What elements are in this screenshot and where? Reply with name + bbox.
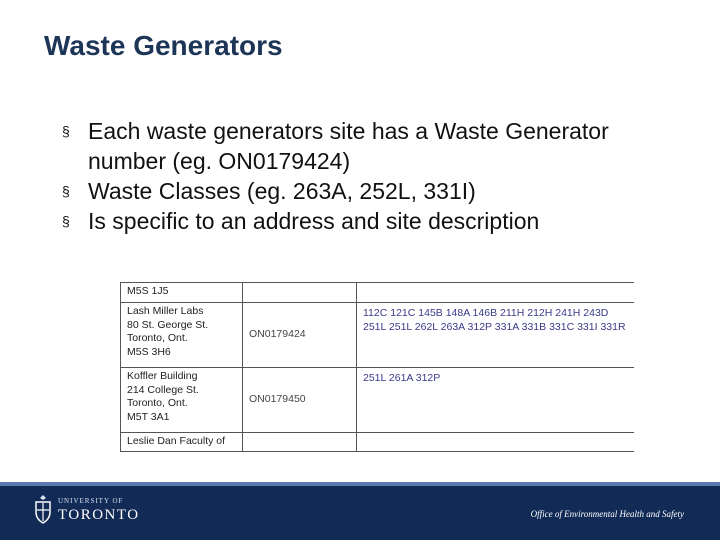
- bullet-icon: §: [62, 213, 70, 229]
- address-cell: M5S 1J5: [121, 283, 243, 303]
- address-cell: Koffler Building 214 College St. Toronto, Ont. M5T 3A1: [121, 368, 243, 433]
- table-row: [121, 433, 635, 452]
- bullet-icon: §: [62, 123, 70, 139]
- address-cell: Lash Miller Labs 80 St. George St. Toronto, Ont. M5S 3H6: [121, 303, 243, 368]
- waste-classes-cell: 251L 261A 312P: [357, 368, 635, 433]
- table-row: [121, 283, 635, 303]
- bullet-item: [62, 206, 682, 236]
- university-logo: [34, 494, 164, 530]
- bullet-list: [62, 116, 682, 236]
- slide-title: Waste Generators: [44, 30, 283, 61]
- waste-generator-table: [120, 282, 634, 452]
- bullet-text: Each waste generators site has a Waste Generator number (eg. ON0179424): [88, 118, 609, 174]
- generator-number-cell: [243, 283, 357, 303]
- footer-bar: [0, 482, 720, 540]
- university-small-label: UNIVERSITY OF: [58, 497, 124, 505]
- waste-classes-cell: [357, 433, 635, 452]
- footer-stripe: [0, 482, 720, 486]
- waste-generator-table-image: [120, 282, 634, 452]
- university-name: TORONTO: [58, 507, 140, 523]
- waste-classes-cell: 112C 121C 145B 148A 146B 211H 212H 241H 243D 251L 251L 262L 263A 312P 331A 331B 331C 331I 331R: [357, 303, 635, 368]
- crest-icon: [34, 494, 52, 524]
- waste-classes-cell: [357, 283, 635, 303]
- generator-number-cell: [243, 433, 357, 452]
- bullet-item: [62, 176, 682, 206]
- table-row: [121, 368, 635, 433]
- address-cell: Leslie Dan Faculty of: [121, 433, 243, 452]
- table-row: [121, 303, 635, 368]
- office-name: Office of Environmental Health and Safety: [530, 509, 684, 519]
- bullet-item: [62, 116, 682, 176]
- bullet-icon: §: [62, 183, 70, 199]
- bullet-text: Waste Classes (eg. 263A, 252L, 331I): [88, 178, 476, 204]
- bullet-text: Is specific to an address and site description: [88, 208, 540, 234]
- generator-number-cell: ON0179450: [243, 368, 357, 433]
- generator-number-cell: ON0179424: [243, 303, 357, 368]
